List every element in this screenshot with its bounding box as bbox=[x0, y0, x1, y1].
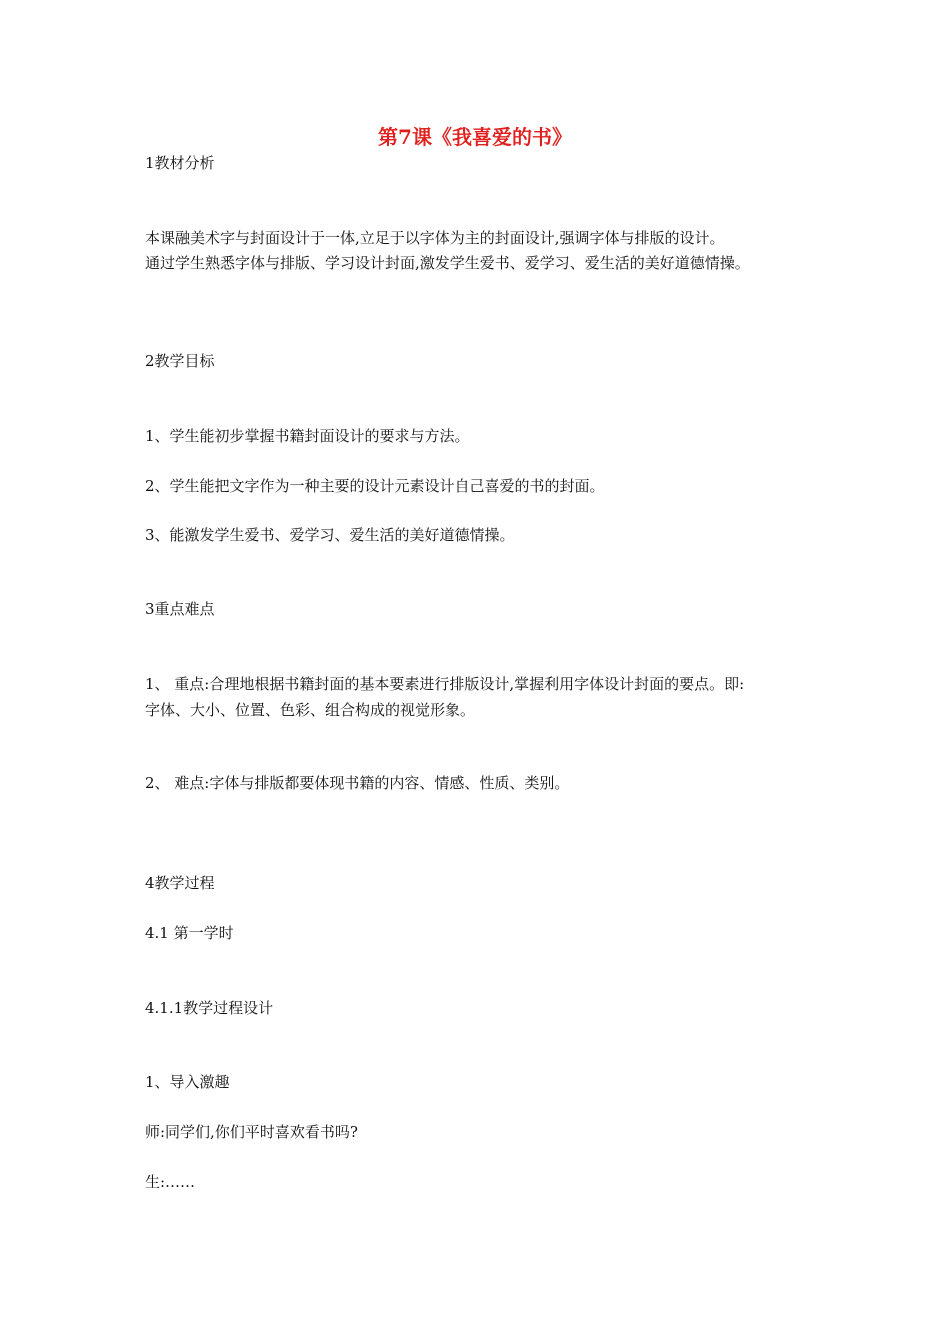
objective-item-2: 2、学生能把文字作为一种主要的设计元素设计自己喜爱的书的封面。 bbox=[145, 477, 605, 495]
subsection-process-design: 4.1.1教学过程设计 bbox=[145, 999, 274, 1017]
difficulty-point: 2、 难点:字体与排版都要体现书籍的内容、情感、性质、类别。 bbox=[145, 774, 570, 792]
step-introduction: 1、导入激趣 bbox=[145, 1073, 230, 1091]
dialog-student: 生:…… bbox=[145, 1173, 196, 1191]
section-heading-analysis: 1教材分析 bbox=[145, 154, 215, 172]
subsection-first-period: 4.1 第一学时 bbox=[145, 924, 234, 942]
document-title: 第7课《我喜爱的书》 bbox=[378, 125, 572, 149]
section-heading-key-points: 3重点难点 bbox=[145, 600, 215, 618]
objective-item-3: 3、能激发学生爱书、爱学习、爱生活的美好道德情操。 bbox=[145, 526, 515, 544]
analysis-paragraph-line-2: 通过学生熟悉字体与排版、学习设计封面,激发学生爱书、爱学习、爱生活的美好道德情操。 bbox=[145, 254, 750, 272]
key-point-line-1: 1、 重点:合理地根据书籍封面的基本要素进行排版设计,掌握利用字体设计封面的要点。即: bbox=[145, 675, 745, 693]
key-point-line-2: 字体、大小、位置、色彩、组合构成的视觉形象。 bbox=[145, 701, 476, 719]
analysis-paragraph-line-1: 本课融美术字与封面设计于一体,立足于以字体为主的封面设计,强调字体与排版的设计。 bbox=[145, 229, 725, 247]
section-heading-process: 4教学过程 bbox=[145, 874, 215, 892]
dialog-teacher: 师:同学们,你们平时喜欢看书吗? bbox=[145, 1123, 358, 1141]
section-heading-objectives: 2教学目标 bbox=[145, 352, 215, 370]
objective-item-1: 1、学生能初步掌握书籍封面设计的要求与方法。 bbox=[145, 427, 470, 445]
